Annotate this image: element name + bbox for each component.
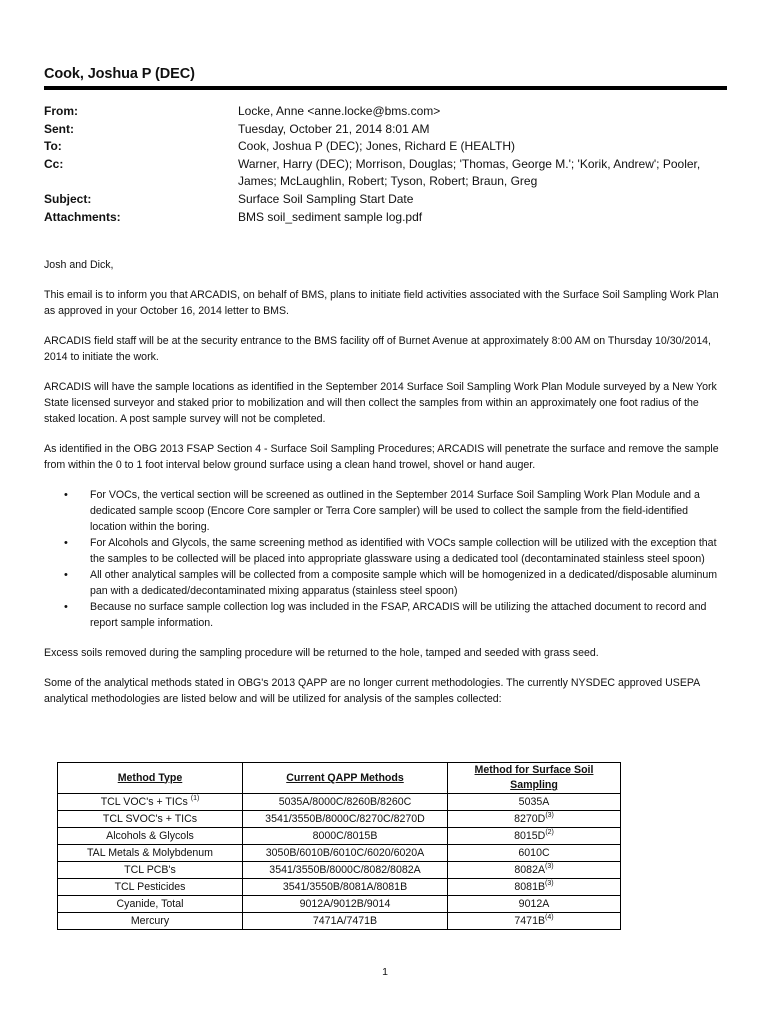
header-label: Sent: xyxy=(44,121,74,136)
method-type: TCL VOC's + TICs xyxy=(100,795,188,808)
bullet-icon: • xyxy=(64,601,68,613)
method-type-cell xyxy=(58,845,243,862)
list-item xyxy=(44,487,727,535)
method-type: Mercury xyxy=(130,914,170,927)
table-row xyxy=(58,828,621,845)
surface-method: 7471B xyxy=(514,914,546,927)
qapp-method-cell: 3541/3550B/8000C/8270C/8270D xyxy=(243,811,448,828)
surface-method-cell xyxy=(448,794,621,811)
paragraph: Some of the analytical methods stated in OBG's 2013 QAPP are no longer current methodologies. The currently NYSDEC approved USEPA analytical methodologies are listed below and will be utilized for analysis of the samples collected: xyxy=(44,677,700,705)
table-row xyxy=(58,862,621,879)
list-item xyxy=(44,535,727,567)
qapp-method-cell: 3541/3550B/8000C/8082/8082A xyxy=(243,862,448,879)
paragraph: As identified in the OBG 2013 FSAP Section 4 - Surface Soil Sampling Procedures; ARCADIS will penetrate the surface and remove the sample from within the 0 to 1 foot interval below ground surface using a clean hand trowel, shovel or hand auger. xyxy=(44,443,719,471)
table-row xyxy=(58,879,621,896)
attachment-link[interactable]: BMS soil_sediment sample log.pdf xyxy=(238,209,423,224)
footnote-ref: (3) xyxy=(545,811,554,819)
column-header: Current QAPP Methods xyxy=(243,763,448,794)
surface-method: 8270D xyxy=(514,812,546,825)
greeting: Josh and Dick, xyxy=(44,259,114,271)
footnote-ref: (4) xyxy=(545,913,554,921)
method-type-cell xyxy=(58,862,243,879)
procedure-list xyxy=(44,487,727,631)
qapp-method-cell: 3541/3550B/8081A/8081B xyxy=(243,879,448,896)
method-type-cell xyxy=(58,794,243,811)
surface-method: 8015D xyxy=(514,829,546,842)
surface-method-cell xyxy=(448,879,621,896)
list-item-text: For VOCs, the vertical section will be screened as outlined in the September 2014 Surface Soil Sampling Work Plan Module and a dedicated sample scoop (Encore Core sampler or Terra Core sampler) will be used to collect the sample from the field-identified location within the boring. xyxy=(90,489,700,533)
surface-method: 8082A xyxy=(514,863,546,876)
method-type-cell xyxy=(58,828,243,845)
qapp-method-cell: 9012A/9012B/9014 xyxy=(243,896,448,913)
list-item-text: All other analytical samples will be collected from a composite sample which will be homogenized in a dedicated/disposable aluminum pan with a dedicated/decontaminated mixing apparatus (stainless steel spoon) xyxy=(90,569,718,597)
method-type: TCL SVOC's + TICs xyxy=(102,812,198,825)
header-label: Cc: xyxy=(44,156,64,171)
header-label: Subject: xyxy=(44,191,92,206)
footnote-ref: (1) xyxy=(190,794,200,802)
mailbox-owner: Cook, Joshua P (DEC) xyxy=(44,66,195,82)
surface-method: 9012A xyxy=(518,897,550,910)
method-type: TCL Pesticides xyxy=(114,880,186,893)
email-body xyxy=(44,257,727,721)
surface-method-cell xyxy=(448,811,621,828)
method-type-cell xyxy=(58,896,243,913)
method-type: Cyanide, Total xyxy=(116,897,184,910)
header-label: Attachments: xyxy=(44,209,121,224)
bullet-icon: • xyxy=(64,489,68,501)
email-header xyxy=(44,103,734,226)
cc-value: Warner, Harry (DEC); Morrison, Douglas; 'Thomas, George M.'; 'Korik, Andrew'; Pooler, James; McLaughlin, Robert; Tyson, Robert; Braun, Greg xyxy=(238,156,701,189)
paragraph: ARCADIS will have the sample locations as identified in the September 2014 Surface Soil Sampling Work Plan Module surveyed by a New York State licensed surveyor and staked prior to mobilization and will then collect the samples from within an approximately one foot radius of the staked location. A post sample survey will not be completed. xyxy=(44,381,717,425)
footnote-ref: (3) xyxy=(545,879,554,887)
table-row xyxy=(58,896,621,913)
paragraph: This email is to inform you that ARCADIS, on behalf of BMS, plans to initiate field activities associated with the Surface Soil Sampling Work Plan as approved in your October 16, 2014 letter to BMS. xyxy=(44,289,719,317)
table-row xyxy=(58,794,621,811)
list-item-text: Because no surface sample collection log was included in the FSAP, ARCADIS will be utilizing the attached document to record and report sample information. xyxy=(90,601,707,629)
subject-value: Surface Soil Sampling Start Date xyxy=(238,191,414,206)
column-header: Method Type xyxy=(58,763,243,794)
header-from xyxy=(44,103,734,121)
sent-value: Tuesday, October 21, 2014 8:01 AM xyxy=(238,121,430,136)
header-rule xyxy=(44,86,727,90)
header-label: To: xyxy=(44,139,62,154)
from-value: Locke, Anne <anne.locke@bms.com> xyxy=(238,104,441,118)
list-item xyxy=(44,599,727,631)
header-to xyxy=(44,138,734,156)
table-row xyxy=(58,811,621,828)
bullet-icon: • xyxy=(64,569,68,581)
qapp-method-cell: 8000C/8015B xyxy=(243,828,448,845)
table-row xyxy=(58,845,621,862)
surface-method: 6010C xyxy=(518,846,550,859)
surface-method-cell xyxy=(448,845,621,862)
paragraph: ARCADIS field staff will be at the security entrance to the BMS facility off of Burnet Avenue at approximately 8:00 AM on Thursday 10/30/2014, 2014 to initiate the work. xyxy=(44,335,711,363)
qapp-method-cell: 7471A/7471B xyxy=(243,913,448,930)
surface-method-cell xyxy=(448,913,621,930)
surface-method-cell xyxy=(448,896,621,913)
to-value: Cook, Joshua P (DEC); Jones, Richard E (HEALTH) xyxy=(238,139,515,154)
surface-method-cell xyxy=(448,862,621,879)
header-label: From: xyxy=(44,104,78,118)
method-type: TCL PCB's xyxy=(124,863,176,876)
column-header: Method for Surface Soil Sampling xyxy=(448,763,621,794)
surface-method-cell xyxy=(448,828,621,845)
list-item-text: For Alcohols and Glycols, the same screening method as identified with VOCs sample collection will be utilized with the exception that the samples to be collected will be placed into appropriate glassware using a dedicated tool (decontaminated stainless steel spoon) xyxy=(90,537,717,565)
bullet-icon: • xyxy=(64,537,68,549)
page-number: 1 xyxy=(382,966,388,978)
header-sent xyxy=(44,121,734,139)
header-attachments xyxy=(44,209,734,227)
table-header-row xyxy=(58,763,621,794)
method-type-cell xyxy=(58,913,243,930)
method-type: TAL Metals & Molybdenum xyxy=(87,846,213,859)
surface-method: 5035A xyxy=(518,795,550,808)
surface-method: 8081B xyxy=(514,880,546,893)
table-row xyxy=(58,913,621,930)
header-cc xyxy=(44,156,734,191)
method-type: Alcohols & Glycols xyxy=(106,829,194,842)
paragraph: Excess soils removed during the sampling procedure will be returned to the hole, tamped and seeded with grass seed. xyxy=(44,647,599,659)
method-type-cell xyxy=(58,811,243,828)
qapp-method-cell: 3050B/6010B/6010C/6020/6020A xyxy=(243,845,448,862)
methods-table xyxy=(57,762,621,930)
list-item xyxy=(44,567,727,599)
header-subject xyxy=(44,191,734,209)
qapp-method-cell: 5035A/8000C/8260B/8260C xyxy=(243,794,448,811)
footnote-ref: (2) xyxy=(545,828,554,836)
method-type-cell xyxy=(58,879,243,896)
footnote-ref: (3) xyxy=(545,862,554,870)
